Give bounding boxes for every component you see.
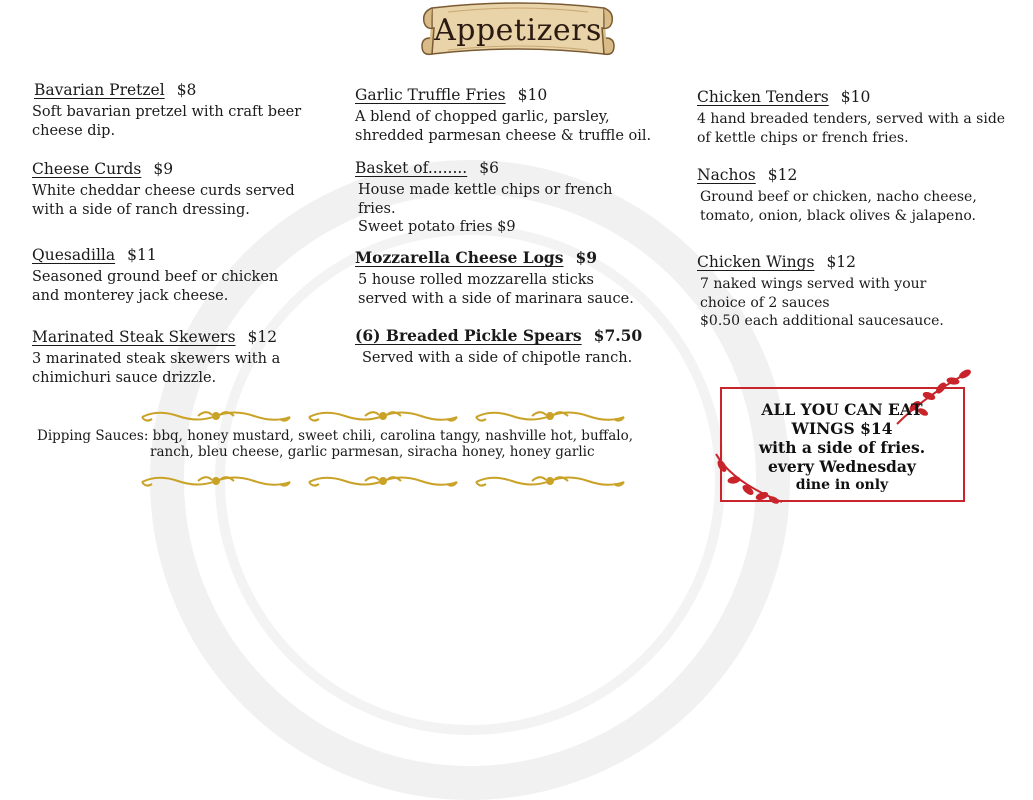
menu-item-marinated-steak-skewers xyxy=(32,327,280,387)
item-name: Mozzarella Cheese Logs xyxy=(355,248,564,267)
item-description: 5 house rolled mozzarella sticks served with a side of marinara sauce. xyxy=(358,272,634,307)
item-price: $9 xyxy=(575,248,598,267)
item-description: Served with a side of chipotle ranch. xyxy=(362,350,633,366)
menu-item-cheese-curds xyxy=(32,159,295,219)
menu-item-bavarian-pretzel xyxy=(34,80,301,140)
gold-flourish-divider xyxy=(472,407,628,425)
promo-line-2: WINGS $14 xyxy=(791,419,893,438)
promo-line-4: every Wednesday xyxy=(768,457,916,476)
menu-item-mozzarella-cheese-logs xyxy=(355,248,634,308)
item-price: $7.50 xyxy=(593,326,643,345)
menu-item-basket-of xyxy=(355,158,612,237)
item-price: $9 xyxy=(153,160,174,178)
item-price: $12 xyxy=(826,253,857,271)
item-name: Basket of........ xyxy=(355,159,468,177)
item-name: Garlic Truffle Fries xyxy=(355,86,506,104)
item-name: Chicken Wings xyxy=(697,253,815,271)
menu-item-chicken-wings xyxy=(697,252,944,331)
gold-flourish-divider xyxy=(138,407,294,425)
promo-line-1: ALL YOU CAN EAT xyxy=(761,400,923,419)
item-description: 3 marinated steak skewers with a chimichuri sauce drizzle. xyxy=(32,351,281,386)
item-price: $6 xyxy=(479,159,499,177)
menu-item-garlic-truffle-fries xyxy=(355,85,651,145)
item-name: Cheese Curds xyxy=(32,160,142,178)
gold-flourish-divider xyxy=(305,472,461,490)
item-name: Chicken Tenders xyxy=(697,88,829,106)
gold-flourish-divider xyxy=(305,407,461,425)
item-price: $8 xyxy=(176,81,197,99)
item-description: Seasoned ground beef or chicken and monterey jack cheese. xyxy=(32,269,279,304)
item-name: Nachos xyxy=(697,166,756,184)
item-price: $10 xyxy=(517,86,548,104)
gold-flourish-divider xyxy=(472,472,628,490)
menu-item-quesadilla xyxy=(32,245,278,305)
item-description: House made kettle chips or french fries. Sweet potato fries $9 xyxy=(358,182,613,235)
menu-item-chicken-tenders xyxy=(697,87,1005,147)
promo-line-3: with a side of fries. xyxy=(758,438,926,457)
dipping-sauces-line-1: Dipping Sauces: bbq, honey mustard, sweet chili, carolina tangy, nashville hot, buffalo, xyxy=(37,428,634,444)
item-description: Soft bavarian pretzel with craft beer cheese dip. xyxy=(32,104,302,139)
item-description: A blend of chopped garlic, parsley, shredded parmesan cheese & truffle oil. xyxy=(355,109,652,144)
dipping-sauces xyxy=(37,428,637,460)
item-description: 4 hand breaded tenders, served with a side of kettle chips or french fries. xyxy=(697,111,1006,146)
dipping-sauces-line-2: ranch, bleu cheese, garlic parmesan, siracha honey, honey garlic xyxy=(150,444,595,460)
item-price: $12 xyxy=(247,328,278,346)
menu-item-breaded-pickle-spears xyxy=(355,326,642,368)
item-description: White cheddar cheese curds served with a side of ranch dressing. xyxy=(32,183,295,218)
menu-item-nachos xyxy=(697,165,977,225)
promo-line-5: dine in only xyxy=(795,477,889,493)
wings-promo-text xyxy=(722,400,962,495)
item-description: Ground beef or chicken, nacho cheese, tomato, onion, black olives & jalapeno. xyxy=(700,189,977,224)
item-name: Quesadilla xyxy=(32,246,116,264)
page-title: Appetizers xyxy=(434,13,602,48)
item-price: $12 xyxy=(767,166,798,184)
item-name: Marinated Steak Skewers xyxy=(32,328,236,346)
item-price: $10 xyxy=(840,88,871,106)
item-name: (6) Breaded Pickle Spears xyxy=(355,326,582,345)
item-price: $11 xyxy=(127,246,157,264)
gold-flourish-divider xyxy=(138,472,294,490)
item-description: 7 naked wings served with your choice of 2 sauces $0.50 each additional saucesauce. xyxy=(700,276,944,329)
item-name: Bavarian Pretzel xyxy=(34,81,165,99)
